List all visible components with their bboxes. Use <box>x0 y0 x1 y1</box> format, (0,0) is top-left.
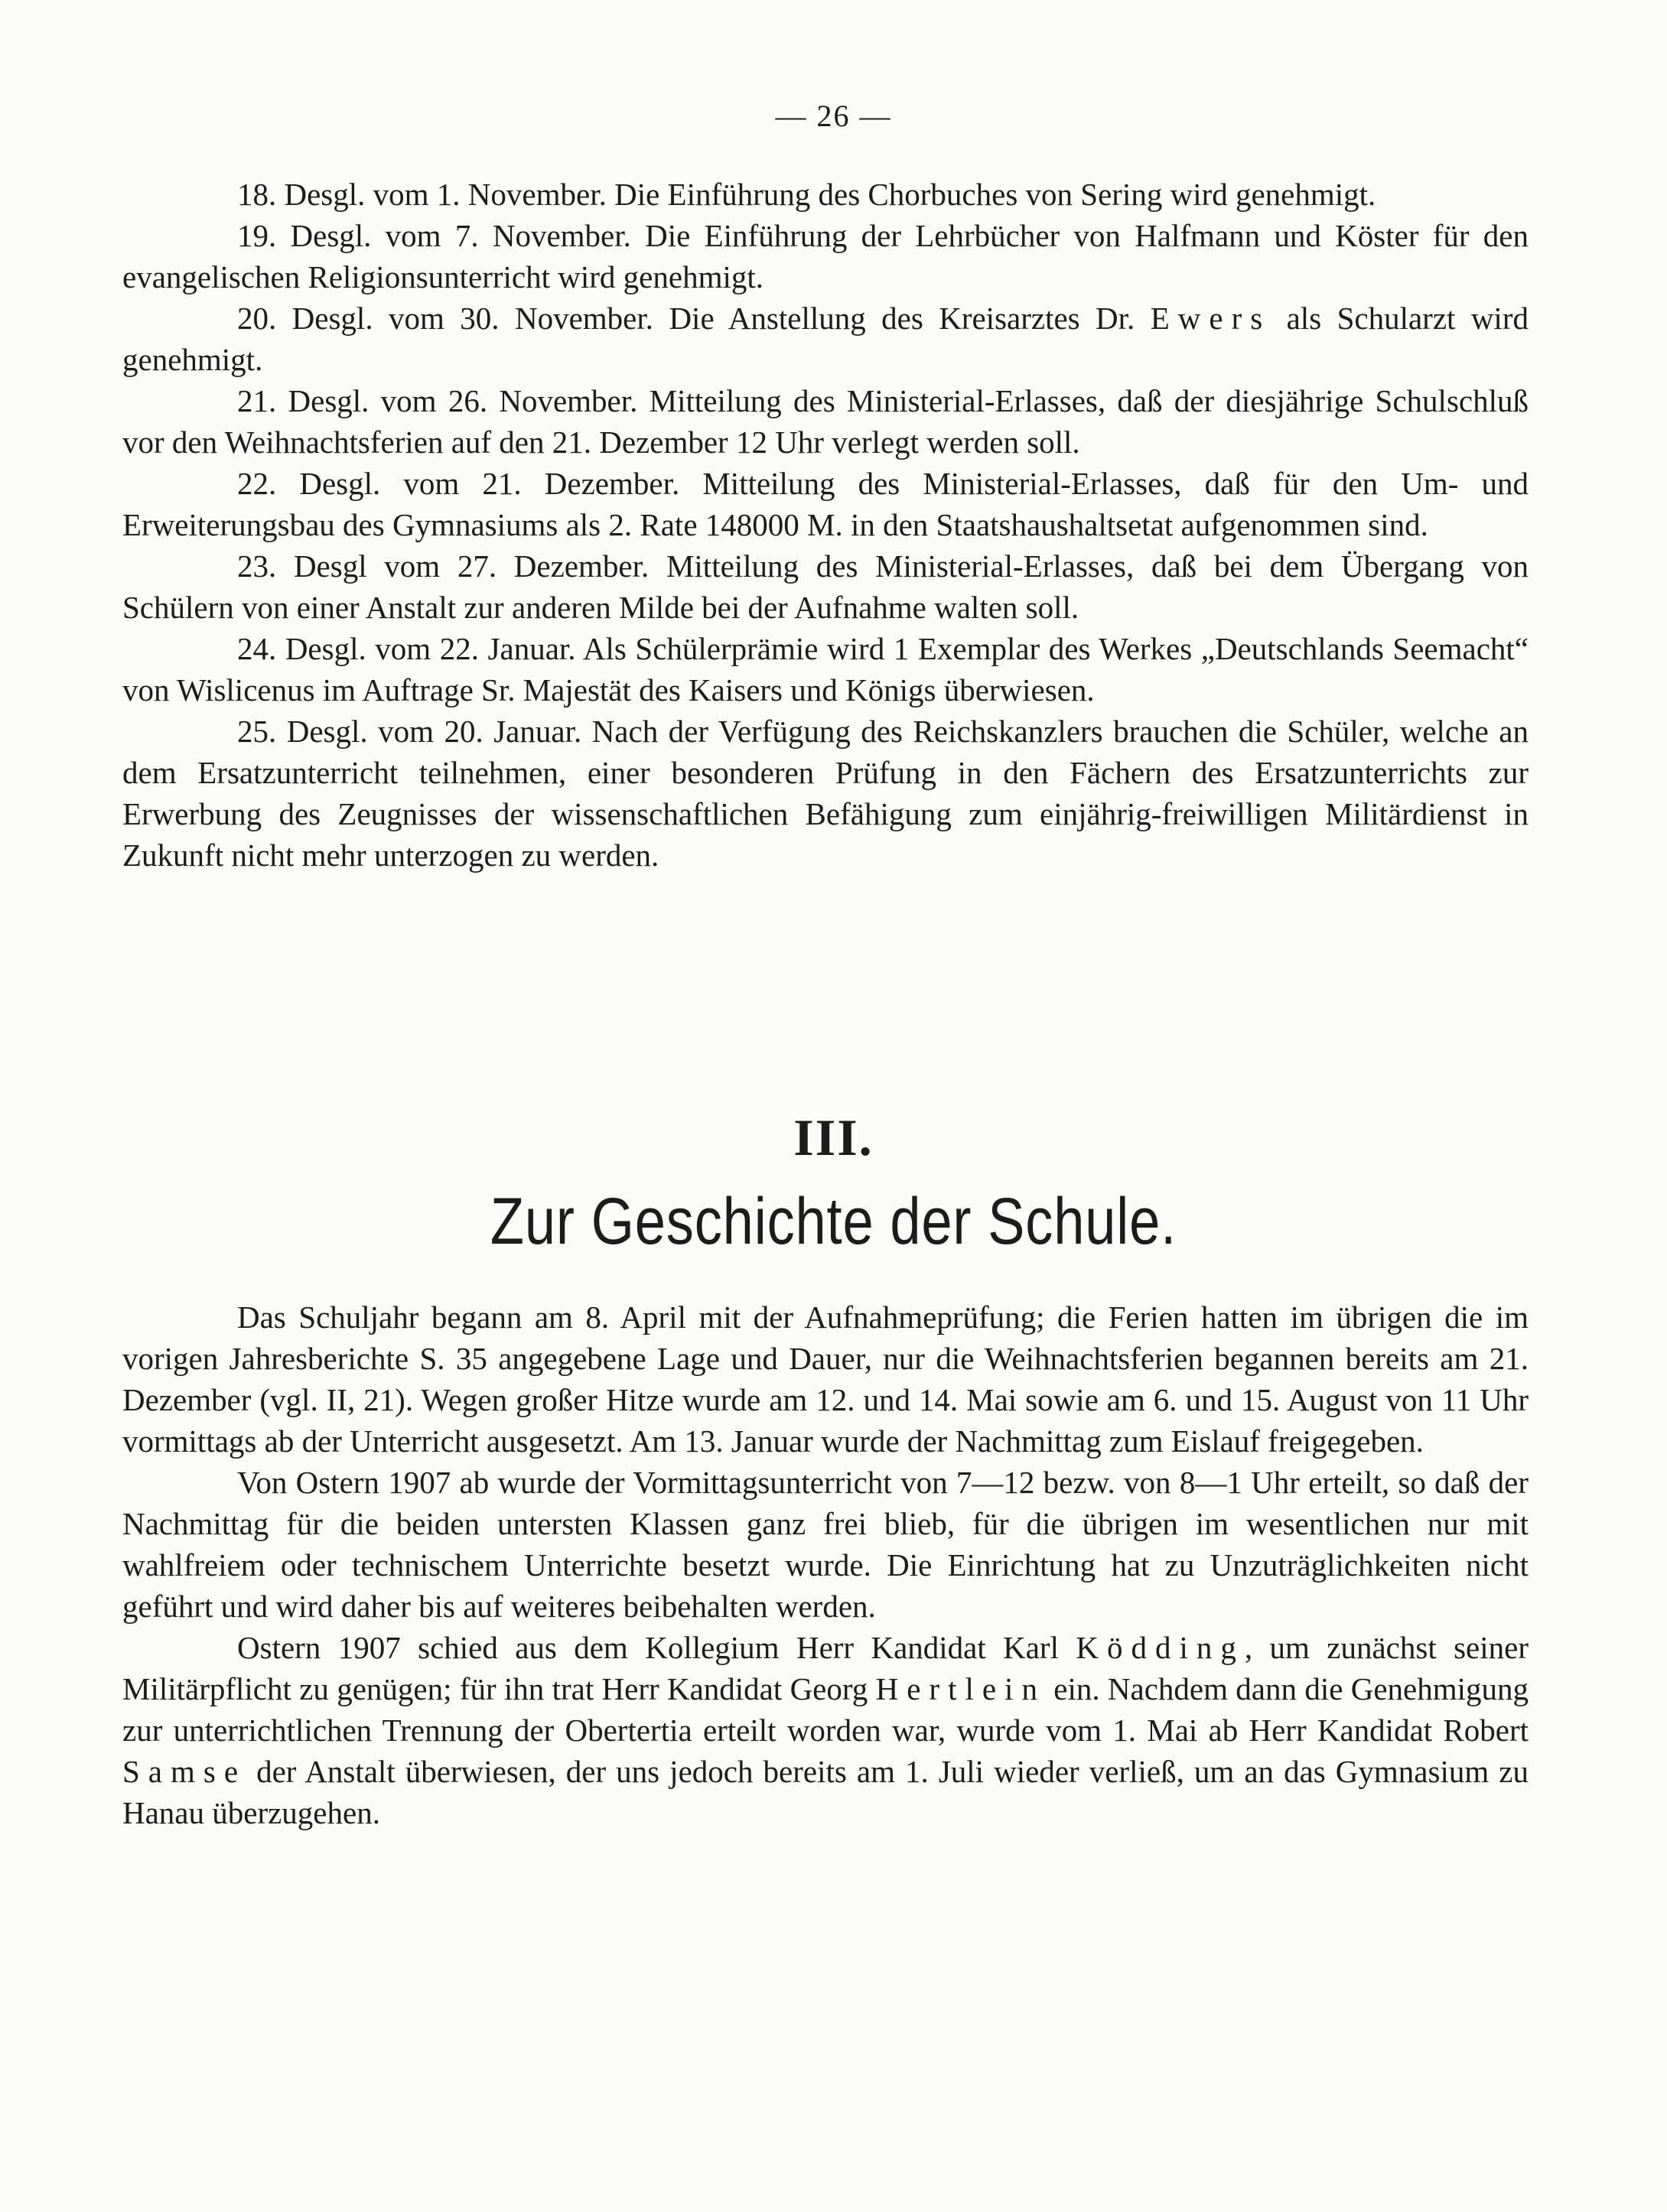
decree-entry-18 <box>122 174 1529 215</box>
paragraph-school-year: Das Schuljahr begann am 8. April mit der Aufnahmeprüfung; die Ferien hatten im übrigen die im vorigen Jahresberichte S. 35 angegebene Lage und Dauer, nur die Weihnachtsferien begannen bereits am 21. Dezember (vgl. II, 21). Wegen großer Hitze wurde am 12. und 14. Mai sowie am 6. und 15. August von 11 Uhr vormittags ab der Unterricht ausgesetzt. Am 13. Januar wurde der Nachmittag zum Eislauf freigegeben. <box>122 1300 1529 1459</box>
person-name: Ewers <box>1150 301 1271 336</box>
decree-entry-22 <box>122 463 1529 545</box>
paragraph-text: , um zunächst seiner Militärpflicht zu genügen; für ihn trat Herr Kandidat Georg <box>122 1630 1529 1706</box>
entry-number: 22. Desgl. vom 21. Dezember. <box>237 466 680 501</box>
section-title: Zur Geschichte der Schule. <box>490 1185 1177 1258</box>
entry-text: Nach der Verfügung des Reichskanzlers brauchen die Schüler, welche an dem Ersatzunterricht teilnehmen, einer besonderen Prüfung in den Fächern des Ersatzunterrichts zur Erwerbung des Zeugnisses der wissenschaftlichen Befähigung zum einjährig-freiwilligen Militärdienst in Zukunft nicht mehr unterzogen zu werden. <box>122 714 1529 873</box>
entry-text: Mitteilung des Ministerial-Erlasses, daß der diesjährige Schulschluß vor den Weihnachtsferien auf den 21. Dezember 12 Uhr verlegt werden soll. <box>122 383 1529 460</box>
entry-number: 18. Desgl. vom 1. November. <box>237 177 607 212</box>
decree-entry-19 <box>122 215 1529 298</box>
person-name: Ködding <box>1076 1630 1245 1665</box>
paragraph-text: der Anstalt überwiesen, der uns jedoch bereits am 1. Juli wieder verließ, um an das Gymnasium zu Hanau überzugehen. <box>122 1754 1529 1830</box>
entry-number: 19. Desgl. vom 7. November. <box>237 218 631 253</box>
decree-entry-24 <box>122 628 1529 711</box>
school-history <box>122 1296 1529 1833</box>
page-number: — 26 — <box>775 99 892 133</box>
entry-text: Die Einführung der Lehrbücher von Halfmann und Köster für den evangelischen Religionsunterricht wird genehmigt. <box>122 218 1529 294</box>
decree-list <box>122 174 1529 876</box>
person-name: Samse <box>122 1754 247 1789</box>
paragraph-staff-changes <box>122 1627 1529 1833</box>
entry-text: Mitteilung des Ministerial-Erlasses, daß bei dem Übergang von Schülern von einer Anstalt zur anderen Milde bei der Aufnahme walten soll. <box>122 548 1529 625</box>
decree-entry-21 <box>122 380 1529 463</box>
person-name: Hertlein <box>875 1671 1046 1706</box>
entry-number: 25. Desgl. vom 20. Januar. <box>237 714 582 749</box>
entry-text: Als Schülerprämie wird 1 Exemplar des Werkes „Deutschlands Seemacht“ von Wislicenus im Auftrage Sr. Majestät des Kaisers und Königs überwiesen. <box>122 631 1529 708</box>
entry-number: 24. Desgl. vom 22. Januar. <box>237 631 576 666</box>
paragraph-timetable: Von Ostern 1907 ab wurde der Vormittagsunterricht von 7—12 bezw. von 8—1 Uhr erteilt, so daß der Nachmittag für die beiden untersten Klassen ganz frei blieb, für die übrigen im wesentlichen nur mit wahlfreiem oder technischem Unterrichte besetzt wurde. Die Einrichtung hat zu Unzuträglichkeiten nicht geführt und wird daher bis auf weiteres beibehalten werden. <box>122 1465 1529 1624</box>
paragraph-text: ein. Nachdem dann die Genehmigung zur unterrichtlichen Trennung der Obertertia erteilt worden war, wurde vom 1. Mai ab Herr Kandidat Robert <box>122 1671 1529 1748</box>
entry-text: Die Einführung des Chorbuches von Sering wird genehmigt. <box>614 177 1376 212</box>
entry-number: 21. Desgl. vom 26. November. <box>237 383 638 418</box>
decree-entry-25 <box>122 711 1529 876</box>
entry-text: als Schularzt wird genehmigt. <box>122 301 1529 377</box>
decree-entry-20 <box>122 298 1529 380</box>
decree-entry-23 <box>122 545 1529 628</box>
paragraph-text: Ostern 1907 schied aus dem Kollegium Herr Kandidat Karl <box>237 1630 1059 1665</box>
entry-text: Die Anstellung des Kreisarztes Dr. <box>669 301 1135 336</box>
entry-number: 23. Desgl vom 27. Dezember. <box>237 548 650 584</box>
entry-text: Mitteilung des Ministerial-Erlasses, daß für den Um- und Erweiterungsbau des Gymnasiums als 2. Rate 148000 M. in den Staatshaushaltsetat aufgenommen sind. <box>122 466 1529 542</box>
section-numeral: III. <box>793 1108 874 1166</box>
entry-number: 20. Desgl. vom 30. November. <box>237 301 654 336</box>
